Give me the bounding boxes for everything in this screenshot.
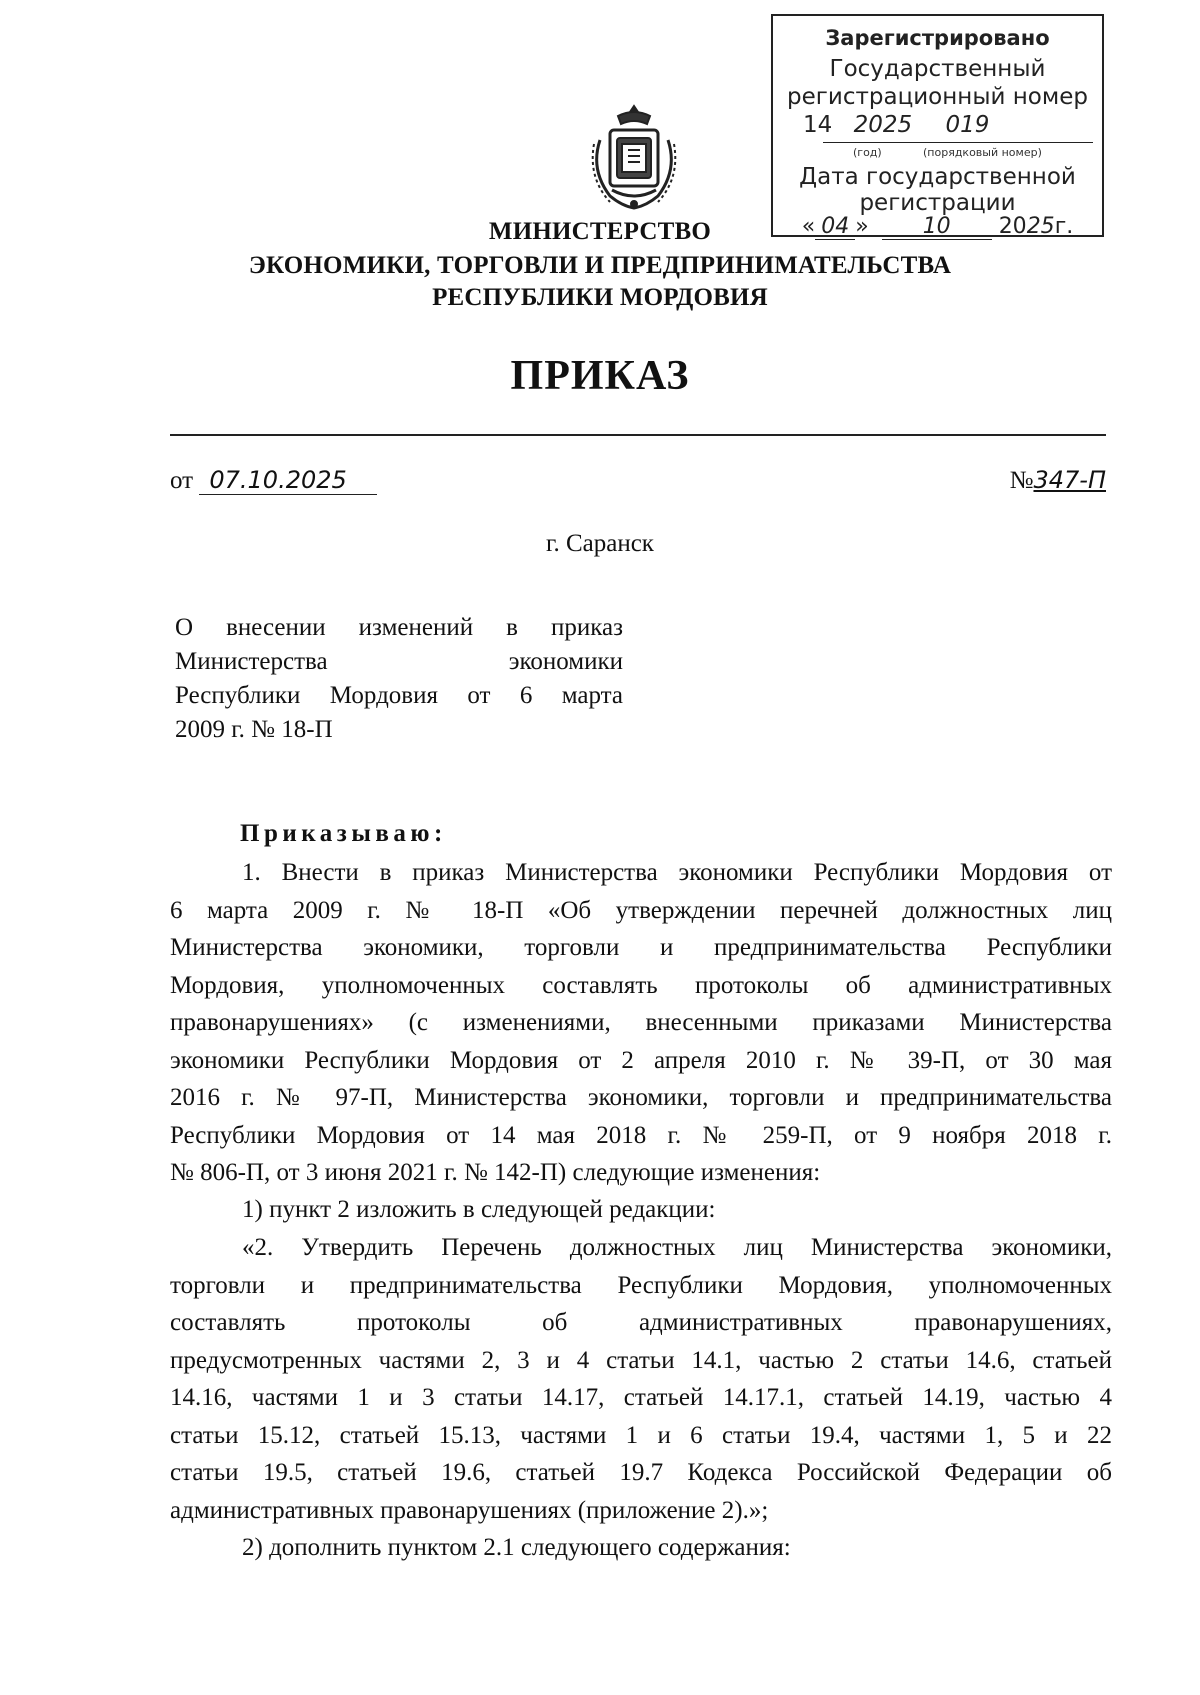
stamp-date-year-prefix: 20 [998,214,1027,239]
stamp-date: « 04 » 10 2025г. [801,214,1074,239]
registration-stamp [771,14,1104,237]
stamp-caption-seq: (порядковый номер) [923,146,1042,159]
subject-line: Республики Мордовия от 6 марта [175,682,623,709]
city: г. Саранск [546,530,654,557]
text-line: составлять протоколы об административных правонарушениях, [170,1309,1112,1336]
text-line: 1) пункт 2 изложить в следующей редакции: [242,1196,716,1223]
order-date-value: 07.10.2025 [199,466,377,495]
stamp-title: Зарегистрировано [825,26,1050,50]
ministry-title-line-2: ЭКОНОМИКИ, ТОРГОВЛИ И ПРЕДПРИНИМАТЕЛЬСТВА [248,252,952,279]
stamp-number-underline [823,142,1093,143]
stamp-number-year: 2025 [853,112,913,138]
text-line: 6 марта 2009 г. № 18-П «Об утверждении перечней должностных лиц [170,896,1112,924]
ministry-title-line-3: РЕСПУБЛИКИ МОРДОВИЯ [432,284,768,311]
stamp-number-prefix: 14 [803,112,833,138]
document-type: ПРИКАЗ [510,353,690,399]
text-line: правонарушениях» (с изменениями, внесенными приказами Министерства [170,1009,1112,1036]
order-date [170,466,377,495]
paragraph-3 [170,1229,1112,1529]
ministry-title-line-1: МИНИСТЕРСТВО [488,218,712,245]
text-line: статьи 19.5, статьей 19.6, статьей 19.7 Кодекса Российской Федерации об [170,1459,1112,1486]
stamp-date-year-suffix: 25 [1026,214,1055,239]
subject-line: О внесении изменений в приказ [175,614,623,641]
text-line: Министерства экономики, торговли и предпринимательства Республики [170,934,1112,961]
stamp-date-suffix: г. [1054,214,1074,239]
stamp-line-1: Государственный [829,56,1046,82]
stamp-date-label-1: Дата государственной [799,164,1076,190]
stamp-line-2: регистрационный номер [787,84,1088,110]
subject-line: 2009 г. № 18-П [175,716,333,743]
order-number [1010,466,1106,495]
text-line: экономики Республики Мордовия от 2 апреля 2010 г. № 39-П, от 30 мая [170,1046,1112,1074]
text-line: административных правонарушениях (приложение 2).»; [170,1496,769,1524]
text-line: № 806-П, от 3 июня 2021 г. № 142-П) следующие изменения: [170,1159,821,1186]
text-line: 14.16, частями 1 и 3 статьи 14.17, статьей 14.17.1, статьей 14.19, частью 4 [170,1384,1112,1411]
stamp-caption-year: (год) [853,146,882,159]
paragraph-4 [170,1529,1112,1567]
stamp-date-label-2: регистрации [859,190,1016,216]
order-subject [175,611,623,747]
coat-of-arms-icon [582,100,686,212]
text-line: предусмотренных частями 2, 3 и 4 статьи 14.1, частью 2 статьи 14.6, статьей [170,1346,1112,1374]
order-number-prefix: № [1009,467,1034,494]
subject-line: Министерства экономики [175,648,623,675]
order-word: Приказываю: [240,820,447,847]
text-line: Мордовия, уполномоченных составлять протоколы об административных [170,971,1112,999]
header-rule [170,434,1106,436]
text-line: торговли и предпринимательства Республики Мордовия, уполномоченных [170,1271,1112,1299]
text-line: статьи 15.12, статьей 15.13, частями 1 и 6 статьи 19.4, частями 1, 5 и 22 [170,1421,1112,1449]
paragraph-1 [170,854,1112,1192]
paragraph-2 [170,1191,1112,1229]
text-line: 1. Внести в приказ Министерства экономики Республики Мордовия от [242,859,1112,886]
text-line: 2) дополнить пунктом 2.1 следующего содержания: [242,1534,791,1561]
text-line: «2. Утвердить Перечень должностных лиц Министерства экономики, [242,1234,1112,1261]
stamp-date-day: 04 [815,214,855,240]
order-date-prefix: от [170,467,194,494]
stamp-number [803,112,989,138]
text-line: Республики Мордовия от 14 мая 2018 г. № 259-П, от 9 ноября 2018 г. [170,1121,1112,1149]
order-number-value: 347-П [1033,466,1106,494]
stamp-date-month: 10 [882,214,992,240]
text-line: 2016 г. № 97-П, Министерства экономики, торговли и предпринимательства [170,1084,1112,1111]
stamp-number-seq: 019 [945,112,990,138]
